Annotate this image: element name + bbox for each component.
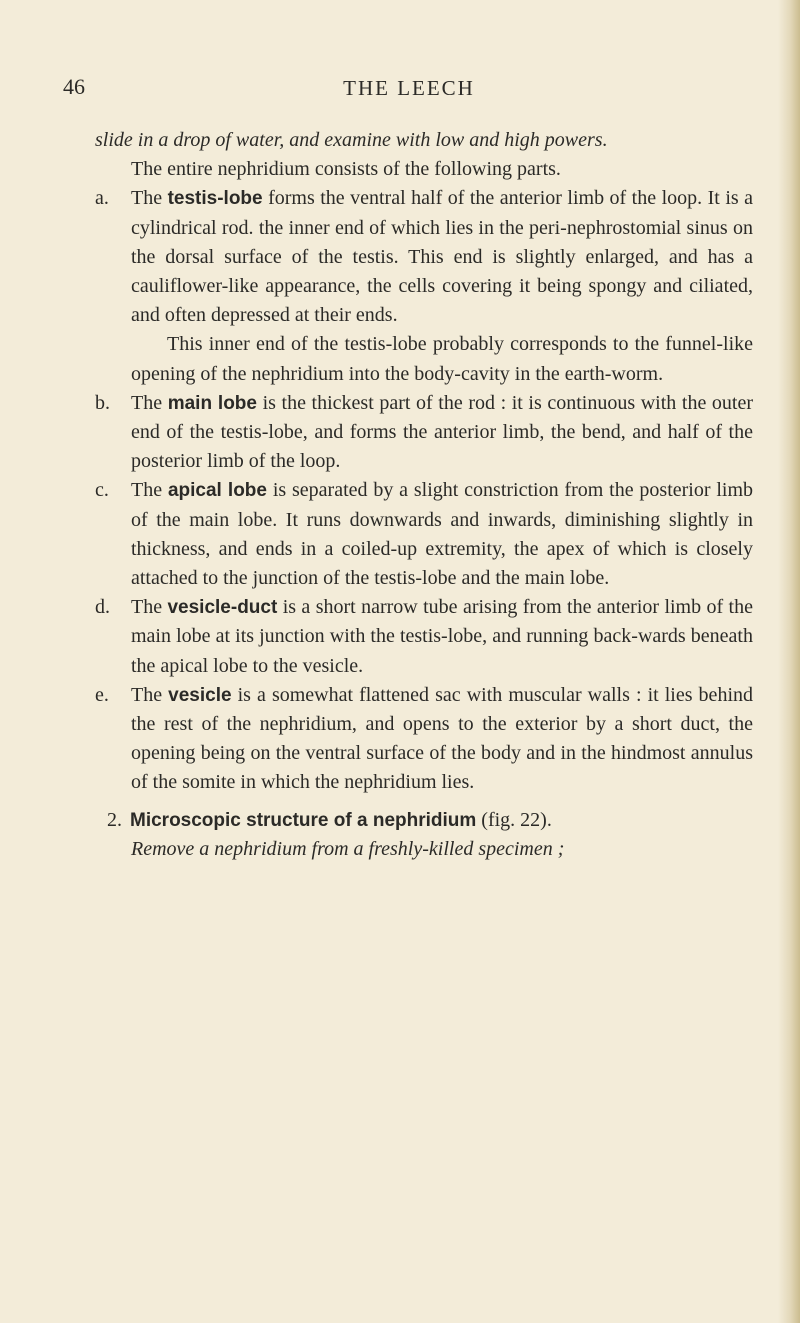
item-text-after: is separated by a slight constriction from the posterior limb of the main lobe. It runs downwards and inwards, diminishing slightly in thickness, and ends in a coiled-up extremity, the apex of which is closely attached to the junction of the testis-lobe and the main lobe. xyxy=(131,479,754,590)
term-main-lobe: main lobe xyxy=(167,392,257,414)
part-item-d xyxy=(95,593,753,681)
item-text-before: The xyxy=(131,479,168,502)
section-figure-ref: (fig. 22). xyxy=(476,808,552,831)
term-apical-lobe: apical lobe xyxy=(167,480,267,502)
item-text-after: forms the ventral half of the anterior limb of the loop. It is a cylindrical rod. the inner end of which lies in the peri-nephrostomial sinus on the dorsal surface of the testis. This end is slightly enlarged, and has a cauliflower-like appearance, the cells covering it being spongy and ciliated, and often depressed at their ends. xyxy=(131,187,754,327)
body-text xyxy=(95,126,753,864)
item-marker: b. xyxy=(95,391,110,414)
page-number: 46 xyxy=(63,74,85,99)
page-header xyxy=(0,70,800,110)
item-text-before: The xyxy=(131,683,169,706)
page-edge-shading xyxy=(778,0,800,1323)
item-marker: a. xyxy=(95,187,109,210)
section-heading xyxy=(95,806,753,835)
parts-lead: The entire nephridium consists of the following parts. xyxy=(131,158,561,181)
section-number: 2. xyxy=(107,808,122,831)
part-item-c xyxy=(95,476,753,593)
item-marker: d. xyxy=(95,596,110,619)
term-vesicle: vesicle xyxy=(168,684,232,706)
item-text-after: is the thickest part of the rod : it is continuous with the outer end of the testis-lobe, and forms the anterior limb, the bend, and half of the posterior limb of the loop. xyxy=(131,391,754,473)
part-item-b xyxy=(95,389,753,477)
item-marker: c. xyxy=(95,479,109,502)
item-text-before: The xyxy=(131,596,168,619)
running-title: THE LEECH xyxy=(343,76,475,100)
section-title: Microscopic structure of a nephridium xyxy=(130,809,477,831)
continued-instruction: slide in a drop of water, and examine with low and high powers. xyxy=(95,129,608,151)
part-item-a-continuation: This inner end of the testis-lobe probably corresponds to the funnel-like opening of the nephridium into the body-cavity in the earth-worm. xyxy=(131,333,753,385)
part-item-e xyxy=(95,681,753,798)
term-vesicle-duct: vesicle-duct xyxy=(167,597,278,619)
term-testis-lobe: testis-lobe xyxy=(167,188,263,210)
item-text-before: The xyxy=(131,391,168,414)
item-text-after: is a somewhat flattened sac with muscular walls : it lies behind the rest of the nephridium, and opens to the exterior by a short duct, the opening being on the ventral surface of the body and in the hindmost annulus of the somite in which the nephridium lies. xyxy=(131,683,753,794)
item-text-after: is a short narrow tube arising from the anterior limb of the main lobe at its junction with the testis-lobe, and running back-wards beneath the apical lobe to the vesicle. xyxy=(131,596,753,677)
part-item-a xyxy=(95,184,753,330)
item-marker: e. xyxy=(95,683,109,706)
section-instruction: Remove a nephridium from a freshly-killed specimen ; xyxy=(131,837,565,860)
item-text-before: The xyxy=(131,187,168,210)
